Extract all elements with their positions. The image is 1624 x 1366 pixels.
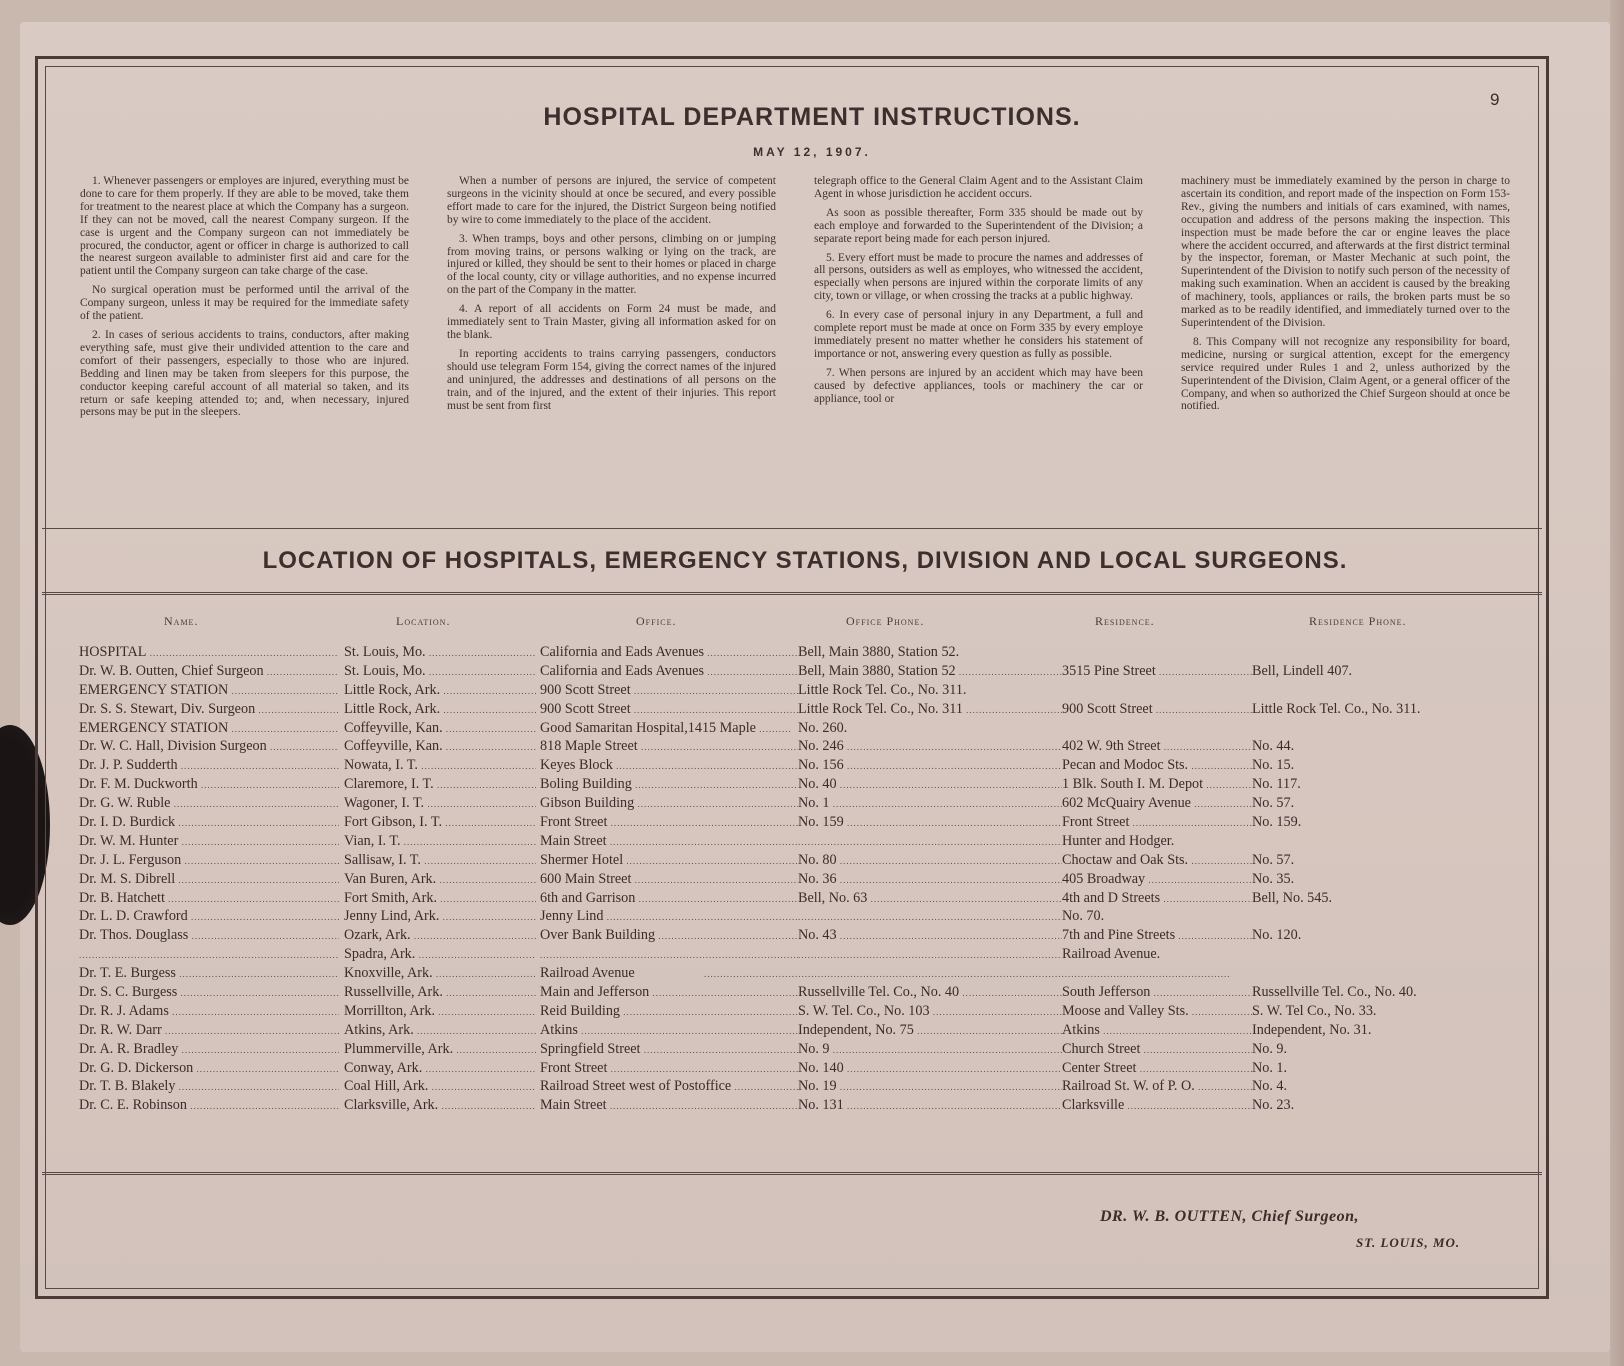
table-cell: Dr. T. E. Burgess ..... [79,965,339,982]
instruction-paragraph: 7. When persons are injured by an accident which may have been caused by defective appliances, tools or machinery the car or appliance, tool or [814,366,1143,405]
table-cell: St. Louis, Mo. ..... [344,644,536,661]
table-cell: Keyes Block ..... [540,757,798,774]
table-cell: Fort Smith, Ark. ..... [344,890,536,907]
table-cell: Moose and Valley Sts. ..... [1062,1003,1252,1020]
signature-name: DR. W. B. OUTTEN, Chief Surgeon, [1100,1208,1359,1225]
table-cell: 4th and D Streets ..... [1062,890,1252,907]
table-row [74,1041,1514,1060]
table-cell: Coffeyville, Kan. ..... [344,720,536,737]
table-cell: 7th and Pine Streets ..... [1062,927,1252,944]
table-cell: Main Street ..... [540,833,798,850]
instruction-column [1181,175,1510,493]
table-cell: Clarksville, Ark. ..... [344,1097,536,1114]
table-cell: Little Rock, Ark. ..... [344,682,536,699]
table-cell: No. 1. [1252,1059,1288,1076]
table-row [74,1097,1514,1116]
table-row [74,1078,1514,1097]
table-cell: Railroad Avenue [540,965,635,982]
table-cell: Coal Hill, Ark. ..... [344,1078,536,1095]
table-cell: S. W. Tel Co., No. 33. [1252,1002,1377,1019]
table-cell: Bell, Main 3880, Station 52. [798,644,960,660]
table-cell: Railroad Street west of Postoffice ..... [540,1078,798,1095]
table-cell: Atkins ..... [540,1022,798,1039]
table-cell: No. 44. [1252,738,1295,755]
table-cell: Over Bank Building ..... [540,927,798,944]
table-cell: Dr. G. D. Dickerson ..... [79,1060,339,1077]
table-row [74,738,1514,757]
table-cell: No. 159. [1252,814,1302,831]
table-cell: 6th and Garrison ..... [540,890,798,907]
instruction-paragraph: 8. This Company will not recognize any responsibility for board, medicine, nursing or surgical attention, except for the emergency service required under Rules 1 and 2, unless authorized by the Superintendent of the Division, Claim Agent, or a general officer of the Company, and when so authorized the Chief Surgeon should at once be notified. [1181,335,1510,413]
instruction-paragraph: 6. In every case of personal injury in any Department, a full and complete report must be made at once on Form 335 by every employe immediately present no matter whether he considers his statement of importance or not, answering every question as fully as possible. [814,309,1143,360]
table-cell: No. 4. [1252,1078,1288,1095]
table-cell: Dr. R. W. Darr ..... [79,1022,339,1039]
table-cell: No. 156 ..... [798,757,1062,774]
table-cell: 818 Maple Street ..... [540,738,798,755]
table-cell: Fort Gibson, I. T. ..... [344,814,536,831]
table-cell: Main Street ..... [540,1097,798,1114]
dot-leader [704,965,1514,982]
table-cell: S. W. Tel. Co., No. 103 ..... [798,1003,1062,1020]
table-cell: No. 80 ..... [798,852,1062,869]
table-cell: Dr. Thos. Douglass ..... [79,927,339,944]
instruction-paragraph: machinery must be immediately examined by the person in charge to ascertain its condition, and report made of the inspection on Form 153-Rev., giving the numbers and initials of cars examined, with names, occupation and address of the persons making the inspection. This inspection must be made before the car or engine leaves the place where the accident occurred, and afterwards at the first district terminal by the inspector, foreman, or Master Mechanic at such point, the Superintendent of the Division to notify such person of the necessity of making such examination. When an accident is caused by the breaking of machinery, tools, appliances or rails, the broken parts must be so marked as to be readily identified, and immediately turned over to the Superintendent of the Division. [1181,175,1510,329]
table-cell: Railroad St. W. of P. O. ..... [1062,1078,1252,1095]
table-cell: Jenny Lind, Ark. ..... [344,908,536,925]
table-cell: South Jefferson ..... [1062,984,1252,1001]
table-cell: No. 40 ..... [798,776,1062,793]
table-row [74,908,1514,927]
instruction-paragraph: 3. When tramps, boys and other persons, climbing on or jumping from moving trains, or persons walking or lying on the track, are injured or killed, they should be sent to their homes or placed in charge of the local county, city or village authorities, and no expense incurred on the part of the Company in the matter. [447,232,776,297]
table-cell: No. 43 ..... [798,927,1062,944]
table-row [74,890,1514,909]
table-cell: No. 57. [1252,851,1295,868]
table-row [74,720,1514,739]
table-cell [79,946,339,963]
table-cell: No. 140 ..... [798,1060,1062,1077]
table-cell: Atkins, Ark. ..... [344,1022,536,1039]
table-cell: Dr. W. M. Hunter ..... [79,833,339,850]
page-number: 9 [1490,90,1500,109]
table-cell: No. 36 ..... [798,871,1062,888]
table-cell: No. 131 ..... [798,1097,1062,1114]
table-cell: Good Samaritan Hospital,1415 Maple ..... [540,720,792,737]
table-cell: Russellville, Ark. ..... [344,984,536,1001]
table-cell: Bell, No. 545. [1252,889,1332,906]
table-cell: Dr. B. Hatchett ..... [79,890,339,907]
table-cell: Bell, Main 3880, Station 52 ..... [798,663,1062,680]
table-cell: 900 Scott Street ..... [540,682,798,699]
table-row [74,701,1514,720]
table-row [74,682,1514,701]
instruction-column [814,175,1143,493]
table-cell: Sallisaw, I. T. ..... [344,852,536,869]
table-cell: No. 260. [798,719,848,736]
instruction-paragraph: When a number of persons are injured, the service of competent surgeons in the vicinity should at once be secured, and every possible effort made to care for the injured, the District Surgeon being notified by wire to come immediately to the place of the accident. [447,175,776,226]
table-cell [798,833,1062,850]
instruction-paragraph: 4. A report of all accidents on Form 24 must be made, and immediately sent to Train Master, giving all information asked for on the blank. [447,303,776,341]
table-cell: Little Rock Tel. Co., No. 311 ..... [798,701,1062,718]
table-cell: No. 246 ..... [798,738,1062,755]
table-cell: California and Eads Avenues ..... [540,663,798,680]
table-cell: HOSPITAL ..... [79,644,339,661]
table-cell: No. 120. [1252,927,1302,944]
table-cell: Clarksville ..... [1062,1097,1252,1114]
table-row [74,795,1514,814]
table-row [74,927,1514,946]
table-cell: Dr. S. C. Burgess ..... [79,984,339,1001]
table-cell: No. 9 ..... [798,1041,1062,1058]
table-cell: EMERGENCY STATION ..... [79,720,339,737]
table-cell: Dr. L. D. Crawford ..... [79,908,339,925]
table-cell: St. Louis, Mo. ..... [344,663,536,680]
column-header: Office Phone. [846,614,925,628]
table-row [74,1003,1514,1022]
table-cell: No. 23. [1252,1097,1295,1114]
table-cell: Railroad Avenue. [1062,946,1161,963]
table-cell: Little Rock Tel. Co., No. 311. [798,681,967,698]
table-body [74,644,1514,1116]
table-cell: Bell, Lindell 407. [1252,662,1353,679]
table-cell: 405 Broadway ..... [1062,871,1252,888]
table-cell: Dr. F. M. Duckworth ..... [79,776,339,793]
column-header: Name. [164,614,199,628]
table-row [74,984,1514,1003]
instruction-paragraph: 5. Every effort must be made to procure the names and addresses of all persons, outsiders as well as employes, who witnessed the accident, especially when persons are injured within the corporate limits of any city, town or village, or when crossing the tracks at a public highway. [814,251,1143,303]
column-header: Location. [396,614,451,628]
column-header: Residence Phone. [1309,614,1407,628]
table-cell: Main and Jefferson ..... [540,984,798,1001]
section-title: LOCATION OF HOSPITALS, EMERGENCY STATIONS, DIVISION AND LOCAL SURGEONS. [262,547,1348,574]
signature-city: ST. LOUIS, MO. [1356,1235,1461,1250]
table-cell: Dr. W. B. Outten, Chief Surgeon ..... [79,663,339,680]
table-cell: Hunter and Hodger. [1062,832,1175,849]
table-cell: No. 117. [1252,776,1301,793]
table-cell: No. 70. [1062,908,1105,925]
section-divider [42,528,1542,529]
table-cell: Dr. I. D. Burdick ..... [79,814,339,831]
table-cell: Atkins ..... [1062,1022,1252,1039]
table-cell: Dr. W. C. Hall, Division Surgeon ..... [79,738,339,755]
table-cell: 600 Main Street ..... [540,871,798,888]
table-cell: Jenny Lind ..... [540,908,798,925]
table-row [74,757,1514,776]
instruction-paragraph: In reporting accidents to trains carrying passengers, conductors should use telegram Form 154, giving the correct names of the injured and uninjured, the addresses and destinations of all persons on the train, and of the injured, and the extent of their injuries. This report must be sent from first [447,347,776,412]
table-row [74,644,1514,663]
table-cell: Independent, No. 75 ..... [798,1022,1062,1039]
table-cell: Bell, No. 63 ..... [798,890,1062,907]
table-cell: Wagoner, I. T. ..... [344,795,536,812]
table-cell: No. 19 ..... [798,1078,1062,1095]
table-cell: Boling Building ..... [540,776,798,793]
table-cell [798,908,1062,925]
table-cell: Conway, Ark. ..... [344,1060,536,1077]
page-title: HOSPITAL DEPARTMENT INSTRUCTIONS. [543,103,1081,131]
table-cell: No. 159 ..... [798,814,1062,831]
table-cell: Front Street ..... [540,814,798,831]
table-cell: No. 1 ..... [798,795,1062,812]
table-cell: Independent, No. 31. [1252,1021,1372,1038]
page-edge [1610,0,1624,1366]
table-cell: Dr. R. J. Adams ..... [79,1003,339,1020]
table-row [74,1022,1514,1041]
table-cell: Van Buren, Ark. ..... [344,871,536,888]
table-row [74,871,1514,890]
table-cell: 900 Scott Street ..... [1062,701,1252,718]
instruction-paragraph: 1. Whenever passengers or employes are injured, everything must be done to care for them properly. If they are able to be moved, take them for treatment to the nearest place at which the Company has a surgeon. If they can not be moved, call the nearest Company surgeon. If the case is urgent and the Company surgeon can not immediately be procured, the conductor, agent or officer in charge is authorized to call the nearest surgeon available to administer first aid and care for the patient until the Company surgeon can take charge of the case. [80,175,409,278]
table-cell: Dr. G. W. Ruble ..... [79,795,339,812]
instruction-column [447,175,776,493]
table-row [74,833,1514,852]
table-cell: Dr. A. R. Bradley ..... [79,1041,339,1058]
table-row [74,852,1514,871]
table-bottom-rule [42,1172,1542,1175]
instruction-column [80,175,409,493]
table-cell: Plummerville, Ark. ..... [344,1041,536,1058]
table-cell: No. 9. [1252,1040,1288,1057]
instruction-paragraph: 2. In cases of serious accidents to trains, conductors, after making everything safe, must give their undivided attention to the care and comfort of their passengers, especially to those who are injured. Bedding and linen may be taken from sleepers for this purpose, the conductor keeping careful account of all material so taken, and its return or safe keeping attended to; and, when necessary, injured persons may be put in the sleepers. [80,328,409,419]
table-cell: No. 57. [1252,795,1295,812]
table-cell: Little Rock, Ark. ..... [344,701,536,718]
table-cell: Nowata, I. T. ..... [344,757,536,774]
instruction-paragraph: As soon as possible thereafter, Form 335 should be made out by each employe and forwarded to the Superintendent of the Division; a separate report being made for each person injured. [814,206,1143,245]
table-cell: Shermer Hotel ..... [540,852,798,869]
table-cell: 602 McQuairy Avenue ..... [1062,795,1252,812]
column-header: Office. [636,614,677,628]
table-cell: Pecan and Modoc Sts. ..... [1062,757,1252,774]
table-cell: EMERGENCY STATION ..... [79,682,339,699]
table-cell: Claremore, I. T. ..... [344,776,536,793]
table-cell: Russellville Tel. Co., No. 40 ..... [798,984,1062,1001]
table-cell: Russellville Tel. Co., No. 40. [1252,984,1417,1001]
table-cell: Gibson Building ..... [540,795,798,812]
table-cell: Knoxville, Ark. ..... [344,965,536,982]
table-cell: Springfield Street ..... [540,1041,798,1058]
table-cell: Little Rock Tel. Co., No. 311. [1252,700,1421,717]
table-cell: Choctaw and Oak Sts. ..... [1062,852,1252,869]
table-cell: No. 35. [1252,870,1295,887]
table-cell: Reid Building ..... [540,1003,798,1020]
table-row [74,663,1514,682]
table-row [74,814,1514,833]
table-cell: Dr. J. P. Sudderth ..... [79,757,339,774]
table-cell: Dr. S. S. Stewart, Div. Surgeon ..... [79,701,339,718]
table-cell: Coffeyville, Kan. ..... [344,738,536,755]
table-cell: Center Street ..... [1062,1060,1252,1077]
table-cell: Front Street ..... [540,1060,798,1077]
table-cell: Spadra, Ark. ..... [344,946,536,963]
table-cell: Ozark, Ark. ..... [344,927,536,944]
instructions-text [80,175,1510,493]
table-cell: Vian, I. T. ..... [344,833,536,850]
table-cell: 1 Blk. South I. M. Depot ..... [1062,776,1252,793]
table-cell: 3515 Pine Street ..... [1062,663,1252,680]
table-cell: 900 Scott Street ..... [540,701,798,718]
table-top-rule [42,592,1542,595]
table-cell: 402 W. 9th Street ..... [1062,738,1252,755]
instruction-paragraph: telegraph office to the General Claim Agent and to the Assistant Claim Agent in whose jurisdiction he accident occurs. [814,175,1143,200]
table-cell: No. 15. [1252,757,1295,774]
surgeons-table [74,614,1514,1116]
table-cell: Dr. M. S. Dibrell ..... [79,871,339,888]
table-cell: Church Street ..... [1062,1041,1252,1058]
table-row [74,946,1514,965]
table-cell [798,946,1062,963]
table-row [74,965,1514,984]
table-cell: Morrillton, Ark. ..... [344,1003,536,1020]
table-cell: Front Street ..... [1062,814,1252,831]
instruction-paragraph: No surgical operation must be performed until the arrival of the Company surgeon, unless it may be required for the immediate safety of the patient. [80,284,409,323]
document-date: MAY 12, 1907. [753,145,871,159]
table-row [74,776,1514,795]
table-cell [540,946,798,963]
table-row [74,1060,1514,1079]
table-cell: Dr. J. L. Ferguson ..... [79,852,339,869]
table-cell: California and Eads Avenues ..... [540,644,798,661]
table-header [74,614,1514,644]
table-cell: Dr. T. B. Blakely ..... [79,1078,339,1095]
table-cell: Dr. C. E. Robinson ..... [79,1097,339,1114]
column-header: Residence. [1095,614,1155,628]
